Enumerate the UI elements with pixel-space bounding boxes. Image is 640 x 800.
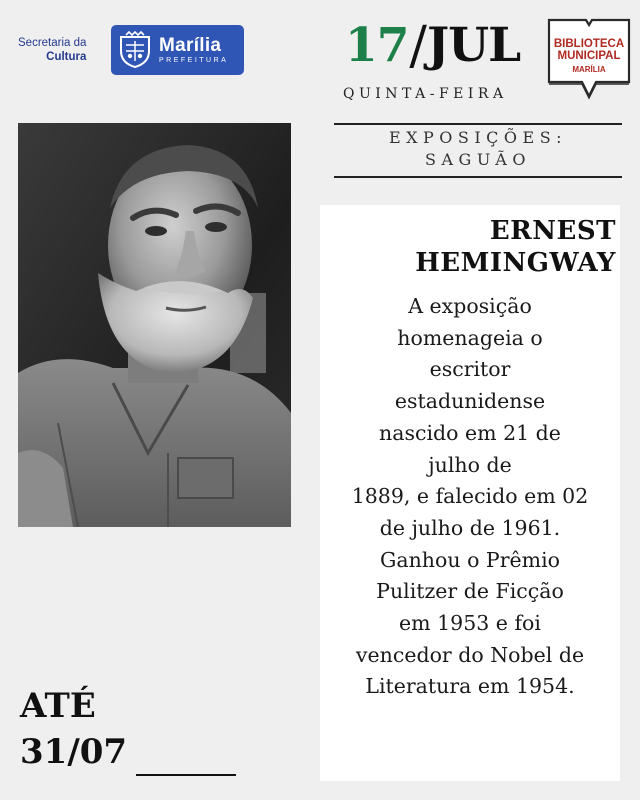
weekday: QUINTA-FEIRA <box>343 86 508 102</box>
date-day: 17 <box>345 18 409 73</box>
secretaria-cultura-logo <box>18 36 86 64</box>
blank-underline <box>136 774 236 776</box>
section-heading <box>334 127 622 171</box>
section-line2: SAGUÃO <box>425 150 531 169</box>
library-line3: MARÍLIA <box>572 65 606 74</box>
library-line1: BIBLIOTECA <box>553 38 625 50</box>
prefeitura-label: PREFEITURA <box>159 56 229 64</box>
section-rule-bottom <box>334 176 622 178</box>
exhibition-description: A exposição homenageia o escritor estadunidense nascido em 21 de julho de 1889, e falecido em 02 de julho de 1961. Ganhou o Prêmio Pulitzer de Ficção em 1953 e foi vencedor do Nobel de Literatura em 1954. <box>351 294 589 699</box>
marilia-crest-icon <box>117 31 153 69</box>
marilia-name: Marília <box>159 34 222 56</box>
secretaria-line2: Cultura <box>46 51 87 63</box>
exhibition-card <box>320 205 620 781</box>
section-line1: EXPOSIÇÕES: <box>388 128 568 147</box>
title-line1: ERNEST <box>489 216 616 246</box>
biblioteca-municipal-logo <box>546 16 632 103</box>
date-month: JUL <box>426 18 521 73</box>
event-date <box>345 10 525 76</box>
exhibition-title <box>415 215 616 279</box>
library-line2: MUNICIPAL <box>557 50 621 62</box>
until-date-block <box>20 683 127 775</box>
section-rule-top <box>334 123 622 125</box>
title-line2: HEMINGWAY <box>415 248 616 278</box>
prefeitura-marilia-logo <box>111 25 244 75</box>
portrait-photo <box>18 123 291 527</box>
until-label: ATÉ <box>20 686 96 726</box>
until-date: 31/07 <box>20 732 128 772</box>
date-separator: / <box>409 16 426 76</box>
secretaria-line1: Secretaria da <box>18 37 87 49</box>
